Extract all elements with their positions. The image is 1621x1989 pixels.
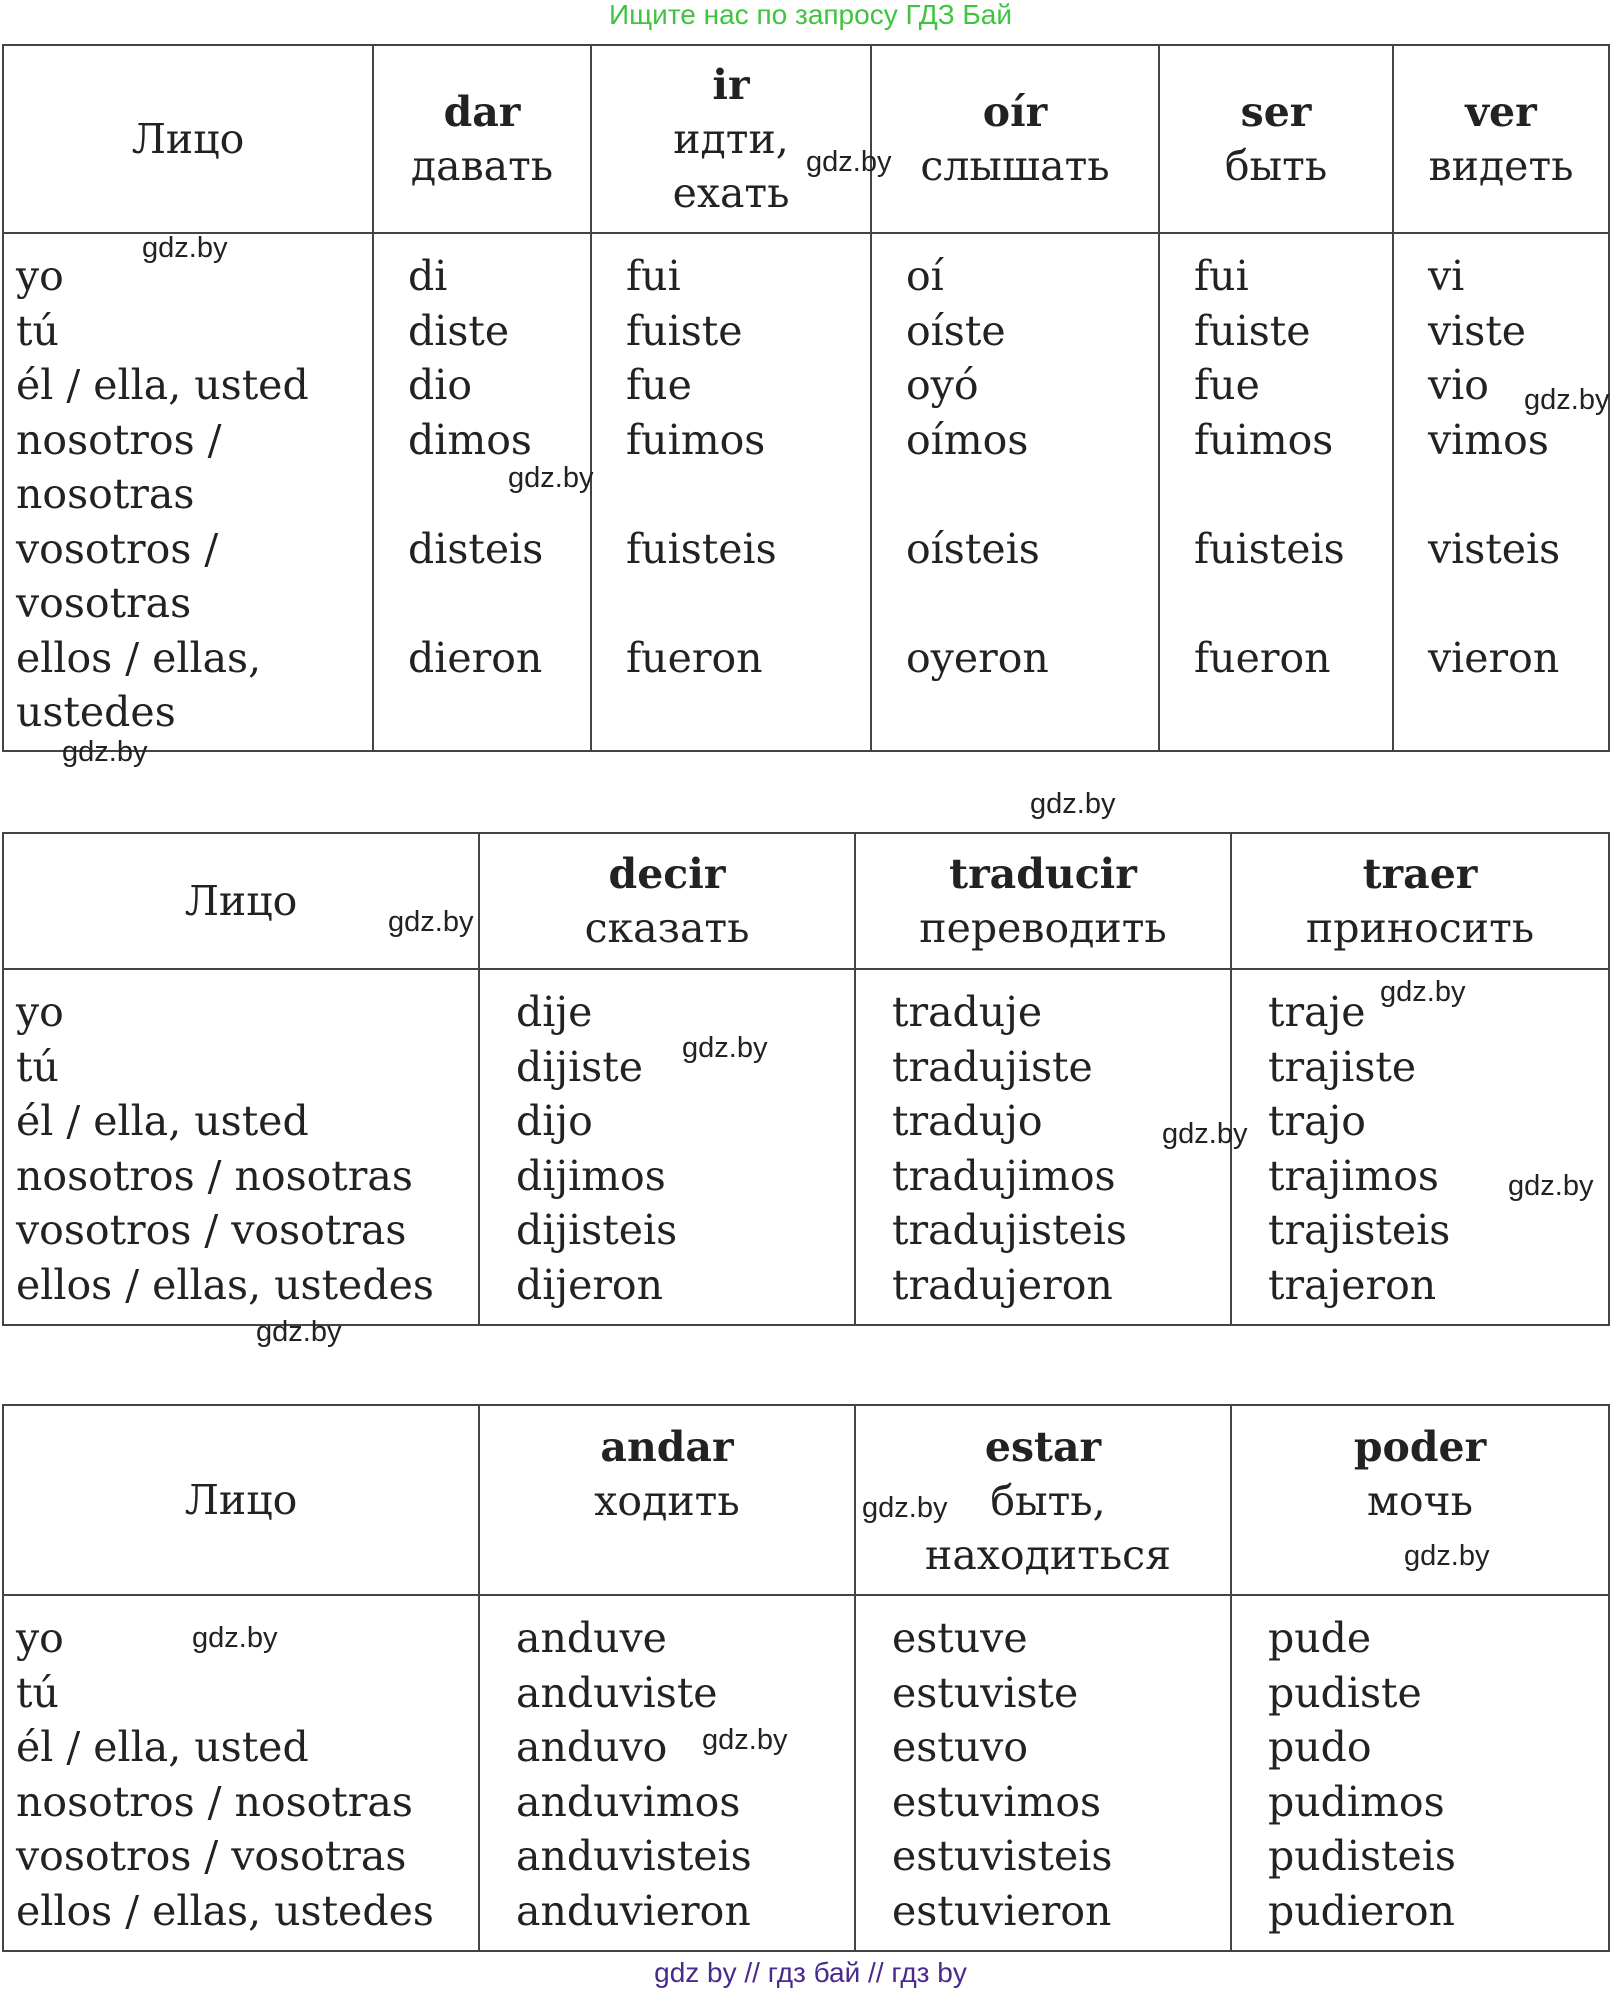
verb-header-traducir: traducir переводить: [855, 833, 1231, 969]
person-row: ustedes: [16, 688, 176, 736]
verb-form: oyeron: [906, 633, 1049, 682]
verb-form: anduvisteis: [516, 1832, 752, 1880]
verb-form: anduve: [516, 1614, 667, 1662]
verb-form: fui: [1194, 252, 1249, 300]
person-row: ellos / ellas,: [16, 633, 262, 682]
verb-form: oí: [906, 252, 944, 300]
verb-form: vimos: [1428, 415, 1549, 464]
forms-column-ver: [1393, 233, 1609, 751]
forms-column-decir: [479, 969, 855, 1325]
person-row: él / ella, usted: [16, 1097, 309, 1145]
verb-form: [1194, 576, 1392, 631]
watermark: gdz.by: [192, 1622, 278, 1654]
verb-header-andar: andar ходить: [479, 1405, 855, 1595]
verb-form: [408, 576, 590, 631]
person-row: tú: [16, 1668, 59, 1717]
verb-form: anduviste: [516, 1668, 718, 1717]
verb-form: trajeron: [1268, 1260, 1437, 1309]
verb-form: dije: [516, 988, 593, 1036]
verb-form: estuve: [892, 1614, 1028, 1662]
watermark: gdz.by: [1524, 384, 1610, 416]
verb-form: fue: [626, 361, 692, 409]
verb-form: pude: [1268, 1614, 1372, 1662]
watermark: gdz.by: [702, 1724, 788, 1756]
verb-form: fuisteis: [626, 524, 777, 573]
verb-form: dio: [408, 361, 473, 409]
verb-form: tradujo: [892, 1097, 1043, 1145]
verb-form: [1194, 467, 1392, 522]
person-row: vosotros /: [16, 524, 219, 573]
person-row: tú: [16, 306, 59, 355]
verb-form: pudieron: [1268, 1886, 1455, 1935]
person-row: nosotros / nosotras: [16, 1777, 413, 1826]
verb-form: dijisteis: [516, 1206, 678, 1254]
verb-form: oíste: [906, 306, 1006, 355]
verb-form: dijo: [516, 1097, 593, 1145]
person-row: yo: [16, 252, 64, 300]
person-column-header: Лицо: [3, 45, 373, 233]
verb-form: dimos: [408, 415, 532, 464]
person-row: tú: [16, 1042, 59, 1091]
verb-form: [1428, 576, 1608, 631]
verb-form: estuvieron: [892, 1886, 1112, 1935]
verb-form: fueron: [626, 633, 763, 682]
forms-column-estar: [855, 1595, 1231, 1951]
verb-form: estuvisteis: [892, 1832, 1113, 1880]
watermark: gdz.by: [256, 1316, 342, 1348]
verb-header-oir: oír слышать: [871, 45, 1159, 233]
verb-form: fuiste: [1194, 306, 1311, 355]
forms-column-andar: [479, 1595, 855, 1951]
verb-form: tradujeron: [892, 1260, 1113, 1309]
verb-form: traduje: [892, 988, 1043, 1036]
conjugation-table-3: [2, 1404, 1610, 1952]
verb-form: anduvimos: [516, 1777, 741, 1826]
verb-form: fueron: [1194, 633, 1331, 682]
person-row: nosotros /: [16, 415, 222, 464]
verb-form: dieron: [408, 633, 543, 682]
verb-form: trajo: [1268, 1097, 1366, 1145]
verb-header-ir: ir идти, ехать: [591, 45, 871, 233]
forms-column-traer: [1231, 969, 1609, 1325]
verb-header-ser: ser быть: [1159, 45, 1393, 233]
verb-form: oyó: [906, 361, 979, 409]
verb-form: estuviste: [892, 1668, 1079, 1717]
footer: gdz by // гдз бай // гдз by: [654, 1957, 967, 1988]
persons-column: [3, 969, 479, 1325]
person-row: vosotros / vosotras: [16, 1206, 407, 1254]
watermark: gdz.by: [142, 232, 228, 264]
verb-form: dijimos: [516, 1151, 666, 1200]
watermark: gdz.by: [508, 462, 594, 494]
top-banner: Ищите нас по запросу ГДЗ Бай: [608, 0, 1013, 30]
verb-form: anduvieron: [516, 1886, 751, 1935]
person-row: yo: [16, 1614, 64, 1662]
verb-form: trajimos: [1268, 1151, 1439, 1200]
watermark: gdz.by: [682, 1032, 768, 1064]
verb-form: diste: [408, 306, 510, 355]
verb-header-estar: estar быть, находиться: [855, 1405, 1231, 1595]
verb-header-traer: traer приносить: [1231, 833, 1609, 969]
verb-form: dijeron: [516, 1260, 664, 1309]
person-row: él / ella, usted: [16, 361, 309, 409]
person-row: yo: [16, 988, 64, 1036]
verb-header-ver: ver видеть: [1393, 45, 1609, 233]
verb-form: fui: [626, 252, 681, 300]
verb-form: vieron: [1428, 633, 1560, 682]
verb-form: tradujimos: [892, 1151, 1116, 1200]
forms-column-poder: [1231, 1595, 1609, 1951]
person-row: ellos / ellas, ustedes: [16, 1886, 434, 1935]
verb-header-poder: poder мочь: [1231, 1405, 1609, 1595]
verb-form: dijiste: [516, 1042, 643, 1091]
watermark: gdz.by: [806, 146, 892, 178]
person-column-header: Лицо: [3, 833, 479, 969]
verb-form: disteis: [408, 524, 544, 573]
verb-form: [906, 467, 1158, 522]
verb-form: vi: [1428, 252, 1465, 300]
verb-form: fuimos: [1194, 415, 1334, 464]
watermark: gdz.by: [388, 906, 474, 938]
verb-form: [1428, 467, 1608, 522]
verb-form: di: [408, 252, 448, 300]
verb-form: [626, 576, 870, 631]
forms-column-oir: [871, 233, 1159, 751]
verb-form: anduvo: [516, 1723, 668, 1771]
watermark: gdz.by: [1030, 788, 1116, 820]
verb-form: vio: [1428, 361, 1489, 409]
watermark: gdz.by: [1162, 1118, 1248, 1150]
watermark: gdz.by: [862, 1492, 948, 1524]
verb-form: trajisteis: [1268, 1206, 1451, 1254]
verb-form: visteis: [1428, 524, 1561, 573]
verb-form: tradujiste: [892, 1042, 1093, 1091]
verb-form: estuvo: [892, 1723, 1029, 1771]
verb-form: tradujisteis: [892, 1206, 1127, 1254]
verb-form: fue: [1194, 361, 1260, 409]
person-row: él / ella, usted: [16, 1723, 309, 1771]
watermark: gdz.by: [62, 736, 148, 768]
person-row: vosotras: [16, 579, 192, 627]
person-row: ellos / ellas, ustedes: [16, 1260, 434, 1309]
verb-form: oísteis: [906, 524, 1040, 573]
verb-form: fuimos: [626, 415, 766, 464]
verb-form: pudo: [1268, 1723, 1372, 1771]
person-row: nosotras: [16, 470, 195, 518]
verb-form: traje: [1268, 988, 1366, 1036]
forms-column-ser: [1159, 233, 1393, 751]
verb-header-dar: dar давать: [373, 45, 591, 233]
verb-form: [906, 576, 1158, 631]
watermark: gdz.by: [1380, 976, 1466, 1008]
verb-form: oímos: [906, 415, 1029, 464]
conjugation-table-2: [2, 832, 1610, 1326]
verb-form: pudiste: [1268, 1668, 1422, 1717]
verb-form: fuiste: [626, 306, 743, 355]
person-column-header: Лицо: [3, 1405, 479, 1595]
verb-form: fuisteis: [1194, 524, 1345, 573]
watermark: gdz.by: [1508, 1170, 1594, 1202]
watermark: gdz.by: [1404, 1540, 1490, 1572]
verb-form: pudisteis: [1268, 1832, 1456, 1880]
person-row: vosotros / vosotras: [16, 1832, 407, 1880]
verb-form: viste: [1428, 306, 1527, 355]
verb-form: trajiste: [1268, 1042, 1417, 1091]
forms-column-ir: [591, 233, 871, 751]
persons-column: [3, 233, 373, 751]
person-row: nosotros / nosotras: [16, 1151, 413, 1200]
verb-form: estuvimos: [892, 1777, 1102, 1826]
verb-form: [626, 467, 870, 522]
verb-form: pudimos: [1268, 1777, 1445, 1826]
verb-header-decir: decir сказать: [479, 833, 855, 969]
